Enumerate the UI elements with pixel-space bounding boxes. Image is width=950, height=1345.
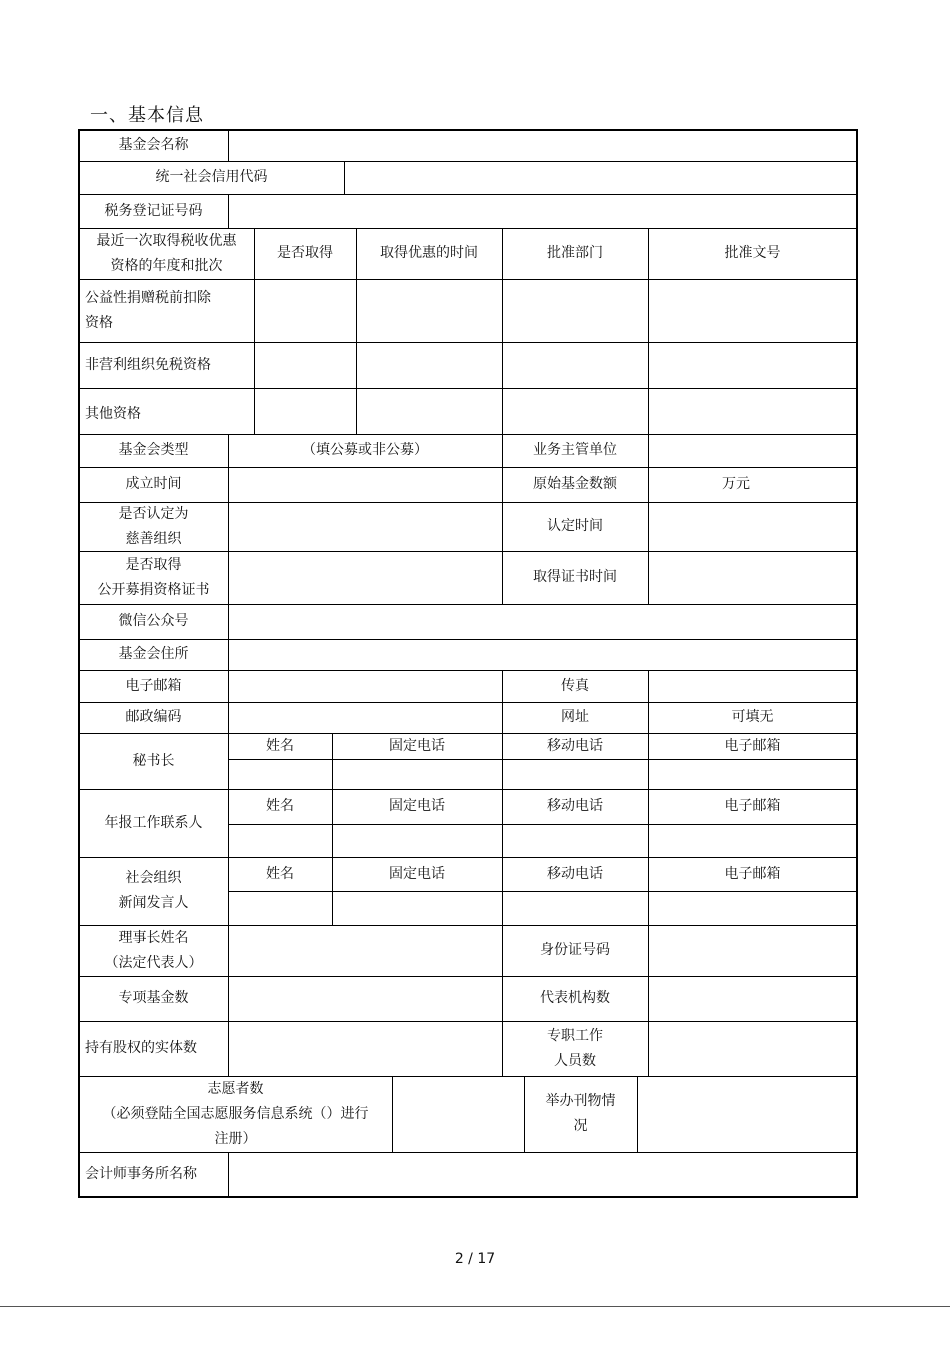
- label-id-no: 身份证号码: [540, 942, 610, 958]
- volunteers-field[interactable]: [393, 1077, 523, 1151]
- supervisor-unit-field[interactable]: [649, 435, 856, 466]
- label-special-funds: 专项基金数: [118, 990, 189, 1006]
- special-funds-field[interactable]: [229, 977, 501, 1020]
- label-report-contact: 年报工作联系人: [104, 814, 203, 831]
- bottom-rule: [0, 1306, 950, 1307]
- charity-org-field[interactable]: [229, 503, 501, 550]
- label-address: 基金会住所: [118, 646, 189, 662]
- postcode-field[interactable]: [229, 703, 501, 732]
- label-obtained: 是否取得: [277, 245, 333, 261]
- est-time-field[interactable]: [229, 468, 501, 501]
- accounting-firm-field[interactable]: [229, 1153, 856, 1196]
- col-mobile: 移动电话: [547, 737, 603, 754]
- tax-reg-no-field[interactable]: [229, 195, 856, 227]
- nonprofit-doc-field[interactable]: [649, 343, 856, 387]
- chairman-field[interactable]: [229, 926, 501, 975]
- label-tax-reg-no: 税务登记证号码: [104, 202, 203, 219]
- label-website: 网址: [561, 709, 589, 725]
- page-number: 2 / 17: [454, 1251, 496, 1267]
- label-supervisor-unit: 业务主管单位: [533, 442, 617, 458]
- nonprofit-dept-field[interactable]: [503, 343, 647, 387]
- hint-foundation-type: （填公募或非公募）: [302, 442, 428, 458]
- spokesperson-landline-field[interactable]: [333, 892, 501, 924]
- other-doc-field[interactable]: [649, 389, 856, 433]
- label-foundation-name: 基金会名称: [118, 137, 189, 153]
- label-foundation-type: 基金会类型: [118, 442, 189, 458]
- publications-field[interactable]: [638, 1077, 856, 1151]
- col-name: 姓名: [266, 798, 294, 814]
- donation-obtained-field[interactable]: [255, 280, 355, 341]
- foundation-name-field[interactable]: [229, 131, 856, 160]
- label-pref-time: 取得优惠的时间: [380, 245, 478, 261]
- label-email: 电子邮箱: [125, 677, 182, 694]
- fulltime-staff-field[interactable]: [649, 1022, 856, 1075]
- label-fax: 传真: [561, 677, 589, 694]
- spokesperson-email-field[interactable]: [649, 892, 856, 924]
- contact-email-field[interactable]: [649, 825, 856, 856]
- col-mobile: 移动电话: [547, 865, 603, 882]
- email-field[interactable]: [229, 671, 501, 701]
- label-tax-pref-header: 最近一次取得税收优惠 资格的年度和批次: [96, 232, 237, 274]
- label-approval-doc: 批准文号: [724, 245, 781, 261]
- label-spokesperson: 社会组织 新闻发言人: [118, 870, 189, 911]
- wechat-field[interactable]: [229, 605, 856, 638]
- label-recognized-time: 认定时间: [547, 518, 603, 534]
- contact-name-field[interactable]: [229, 825, 331, 856]
- donation-dept-field[interactable]: [503, 280, 647, 341]
- equity-entities-field[interactable]: [229, 1022, 501, 1075]
- col-mobile: 移动电话: [547, 798, 603, 814]
- label-rep-offices: 代表机构数: [540, 990, 610, 1006]
- label-wechat: 微信公众号: [118, 613, 189, 629]
- label-orig-fund: 原始基金数额: [533, 476, 617, 492]
- label-donation-qual: 公益性捐赠税前扣除 资格: [85, 289, 211, 331]
- spokesperson-mobile-field[interactable]: [503, 892, 647, 924]
- other-obtained-field[interactable]: [255, 389, 355, 433]
- label-est-time: 成立时间: [125, 476, 182, 492]
- label-volunteers: 志愿者数 （必须登陆全国志愿服务信息系统（）进行 注册）: [102, 1080, 369, 1147]
- label-secretary-general: 秘书长: [132, 752, 175, 769]
- label-fulltime-staff: 专职工作 人员数: [547, 1027, 603, 1069]
- donation-doc-field[interactable]: [649, 280, 856, 341]
- section-title: 一、基本信息: [90, 105, 204, 126]
- label-other-qual: 其他资格: [85, 405, 141, 422]
- label-cert-time: 取得证书时间: [533, 569, 617, 585]
- fax-field[interactable]: [649, 671, 856, 701]
- col-name: 姓名: [266, 865, 294, 882]
- col-name: 姓名: [266, 737, 294, 754]
- col-email: 电子邮箱: [724, 737, 781, 754]
- label-charity-org: 是否认定为 慈善组织: [118, 505, 189, 547]
- hint-website: 可填无: [731, 709, 774, 725]
- orig-fund-field[interactable]: [649, 468, 760, 501]
- contact-mobile-field[interactable]: [503, 825, 647, 856]
- label-chairman: 理事长姓名 （法定代表人）: [104, 929, 203, 971]
- label-postcode: 邮政编码: [125, 709, 182, 725]
- label-equity-entities: 持有股权的实体数: [85, 1040, 197, 1056]
- label-orig-fund-unit: 万元: [722, 476, 750, 492]
- cert-time-field[interactable]: [649, 552, 856, 603]
- col-landline: 固定电话: [389, 737, 445, 754]
- col-landline: 固定电话: [389, 798, 445, 814]
- contact-landline-field[interactable]: [333, 825, 501, 856]
- col-landline: 固定电话: [389, 865, 445, 882]
- nonprofit-time-field[interactable]: [357, 343, 501, 387]
- label-publications: 举办刊物情 况: [545, 1093, 616, 1134]
- secretary-landline-field[interactable]: [333, 760, 501, 788]
- secretary-email-field[interactable]: [649, 760, 856, 788]
- fundraising-cert-field[interactable]: [229, 552, 501, 603]
- nonprofit-obtained-field[interactable]: [255, 343, 355, 387]
- label-approval-dept: 批准部门: [547, 245, 603, 261]
- col-email: 电子邮箱: [724, 798, 781, 814]
- rep-offices-field[interactable]: [649, 977, 856, 1020]
- id-no-field[interactable]: [649, 926, 856, 975]
- label-fundraising-cert: 是否取得 公开募捐资格证书: [97, 556, 210, 598]
- col-email: 电子邮箱: [724, 865, 781, 882]
- address-field[interactable]: [229, 640, 856, 669]
- label-accounting-firm: 会计师事务所名称: [85, 1166, 197, 1182]
- other-dept-field[interactable]: [503, 389, 647, 433]
- label-credit-code: 统一社会信用代码: [155, 169, 268, 185]
- secretary-mobile-field[interactable]: [503, 760, 647, 788]
- donation-time-field[interactable]: [357, 280, 501, 341]
- label-nonprofit-qual: 非营利组织免税资格: [85, 356, 211, 373]
- secretary-name-field[interactable]: [229, 760, 331, 788]
- recognized-time-field[interactable]: [649, 503, 856, 550]
- other-time-field[interactable]: [357, 389, 501, 433]
- spokesperson-name-field[interactable]: [229, 892, 331, 924]
- credit-code-field[interactable]: [345, 162, 856, 193]
